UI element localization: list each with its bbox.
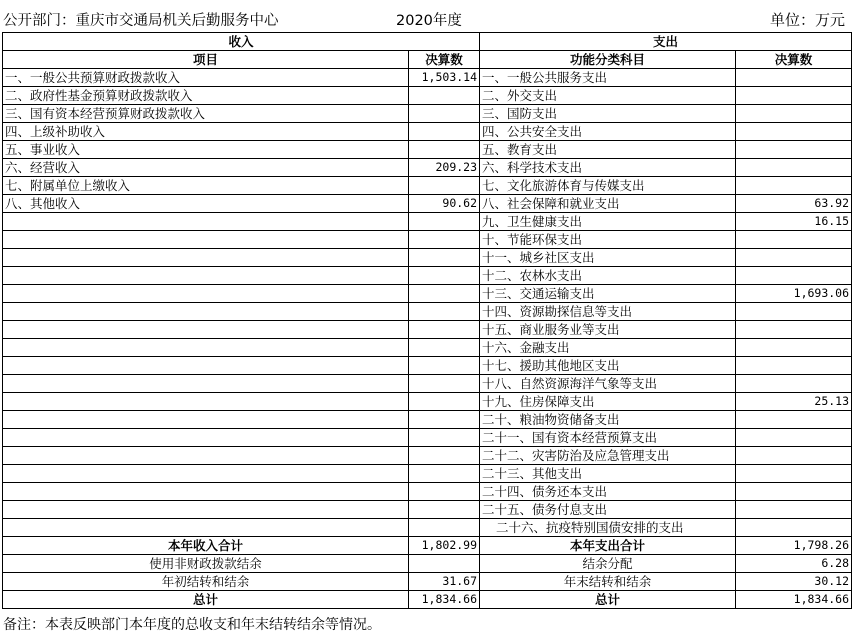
income-item-cell <box>3 465 409 483</box>
expense-amount-cell <box>736 69 852 87</box>
income-amount-cell <box>409 231 480 249</box>
income-amount-cell <box>409 393 480 411</box>
income-item-cell <box>3 429 409 447</box>
summary-rows <box>3 537 852 609</box>
table-row <box>3 285 852 303</box>
summary-income-label: 使用非财政拨款结余 <box>3 555 409 573</box>
footnote: 备注：本表反映部门本年度的总收支和年末结转结余等情况。 <box>3 617 381 633</box>
income-item-cell: 一、一般公共预算财政拨款收入 <box>3 69 409 87</box>
income-amount-cell <box>409 87 480 105</box>
income-item-cell <box>3 213 409 231</box>
expense-item-cell: 二、外交支出 <box>480 87 736 105</box>
summary-income-amount <box>409 555 480 573</box>
expense-item-cell: 五、教育支出 <box>480 141 736 159</box>
expense-amount-cell <box>736 357 852 375</box>
expense-item-header: 功能分类科目 <box>480 51 736 69</box>
expense-amount-cell <box>736 177 852 195</box>
income-item-cell <box>3 303 409 321</box>
table-row <box>3 249 852 267</box>
income-item-cell <box>3 357 409 375</box>
income-amount-cell: 90.62 <box>409 195 480 213</box>
table-row <box>3 501 852 519</box>
summary-expense-amount: 1,834.66 <box>736 591 852 609</box>
table-row <box>3 177 852 195</box>
expense-amount-cell <box>736 231 852 249</box>
expense-amount-cell <box>736 105 852 123</box>
summary-income-amount: 31.67 <box>409 573 480 591</box>
expense-amount-cell: 63.92 <box>736 195 852 213</box>
expense-item-cell: 十四、资源勘探信息等支出 <box>480 303 736 321</box>
income-amount-cell <box>409 339 480 357</box>
summary-expense-label: 本年支出合计 <box>480 537 736 555</box>
summary-expense-amount: 6.28 <box>736 555 852 573</box>
summary-income-label: 年初结转和结余 <box>3 573 409 591</box>
income-amount-cell <box>409 249 480 267</box>
expense-amount-cell <box>736 429 852 447</box>
expense-item-cell: 十九、住房保障支出 <box>480 393 736 411</box>
expense-amount-cell: 25.13 <box>736 393 852 411</box>
expense-item-cell: 八、社会保障和就业支出 <box>480 195 736 213</box>
income-amount-cell <box>409 141 480 159</box>
table-row <box>3 213 852 231</box>
table-row <box>3 303 852 321</box>
income-item-cell <box>3 411 409 429</box>
expense-item-cell: 十三、交通运输支出 <box>480 285 736 303</box>
expense-amount-cell <box>736 267 852 285</box>
table-row <box>3 195 852 213</box>
summary-expense-amount: 1,798.26 <box>736 537 852 555</box>
table-row <box>3 339 852 357</box>
summary-row <box>3 591 852 609</box>
expense-amount-cell: 16.15 <box>736 213 852 231</box>
income-amount-cell <box>409 483 480 501</box>
expense-amount-cell <box>736 123 852 141</box>
income-section-title: 收入 <box>3 33 480 51</box>
expense-amount-header: 决算数 <box>736 51 852 69</box>
income-amount-cell <box>409 285 480 303</box>
expense-amount-cell <box>736 519 852 537</box>
table-row <box>3 69 852 87</box>
report-header <box>0 0 853 32</box>
expense-amount-cell <box>736 447 852 465</box>
column-header-row <box>3 51 852 69</box>
report-year: 2020年度 <box>396 13 462 29</box>
table-row <box>3 87 852 105</box>
table-row <box>3 159 852 177</box>
income-item-cell: 八、其他收入 <box>3 195 409 213</box>
income-amount-cell <box>409 465 480 483</box>
summary-expense-label: 年末结转和结余 <box>480 573 736 591</box>
expense-amount-cell <box>736 141 852 159</box>
income-item-cell: 五、事业收入 <box>3 141 409 159</box>
section-header-row <box>3 33 852 51</box>
expense-amount-cell <box>736 303 852 321</box>
income-item-header: 项目 <box>3 51 409 69</box>
expense-item-cell: 三、国防支出 <box>480 105 736 123</box>
expense-item-cell: 四、公共安全支出 <box>480 123 736 141</box>
expense-amount-cell <box>736 339 852 357</box>
income-amount-cell <box>409 321 480 339</box>
income-amount-header: 决算数 <box>409 51 480 69</box>
expense-item-cell: 十七、援助其他地区支出 <box>480 357 736 375</box>
income-item-cell <box>3 249 409 267</box>
table-row <box>3 267 852 285</box>
table-row <box>3 411 852 429</box>
income-item-cell <box>3 231 409 249</box>
income-amount-cell: 209.23 <box>409 159 480 177</box>
income-amount-cell <box>409 411 480 429</box>
table-row <box>3 465 852 483</box>
expense-amount-cell <box>736 249 852 267</box>
expense-amount-cell <box>736 159 852 177</box>
summary-row <box>3 537 852 555</box>
detail-rows <box>3 69 852 537</box>
income-item-cell <box>3 501 409 519</box>
income-item-cell <box>3 321 409 339</box>
income-amount-cell <box>409 375 480 393</box>
summary-expense-amount: 30.12 <box>736 573 852 591</box>
income-item-cell <box>3 447 409 465</box>
income-amount-cell <box>409 267 480 285</box>
expense-item-cell: 一、一般公共服务支出 <box>480 69 736 87</box>
expense-item-cell: 二十、粮油物资储备支出 <box>480 411 736 429</box>
summary-expense-label: 结余分配 <box>480 555 736 573</box>
table-row <box>3 141 852 159</box>
expense-item-cell: 六、科学技术支出 <box>480 159 736 177</box>
expense-item-cell: 二十一、国有资本经营预算支出 <box>480 429 736 447</box>
income-amount-cell <box>409 501 480 519</box>
expense-amount-cell <box>736 87 852 105</box>
income-amount-cell <box>409 303 480 321</box>
income-item-cell <box>3 393 409 411</box>
income-amount-cell: 1,503.14 <box>409 69 480 87</box>
table-row <box>3 519 852 537</box>
expense-item-cell: 十、节能环保支出 <box>480 231 736 249</box>
income-amount-cell <box>409 429 480 447</box>
income-amount-cell <box>409 177 480 195</box>
expense-item-cell: 二十三、其他支出 <box>480 465 736 483</box>
table-row <box>3 123 852 141</box>
expense-amount-cell <box>736 483 852 501</box>
income-item-cell <box>3 375 409 393</box>
income-expense-table <box>2 32 852 609</box>
expense-item-cell: 二十二、灾害防治及应急管理支出 <box>480 447 736 465</box>
table-row <box>3 231 852 249</box>
income-item-cell <box>3 285 409 303</box>
table-row <box>3 483 852 501</box>
expense-item-cell: 二十五、债务付息支出 <box>480 501 736 519</box>
expense-amount-cell <box>736 321 852 339</box>
expense-amount-cell <box>736 501 852 519</box>
currency-unit: 单位：万元 <box>769 11 845 29</box>
expense-item-cell: 二十四、债务还本支出 <box>480 483 736 501</box>
summary-row <box>3 573 852 591</box>
income-item-cell: 二、政府性基金预算财政拨款收入 <box>3 87 409 105</box>
table-row <box>3 357 852 375</box>
income-item-cell <box>3 267 409 285</box>
income-amount-cell <box>409 357 480 375</box>
income-amount-cell <box>409 519 480 537</box>
expense-item-cell: 九、卫生健康支出 <box>480 213 736 231</box>
expense-item-cell: 十二、农林水支出 <box>480 267 736 285</box>
expense-amount-cell <box>736 375 852 393</box>
income-item-cell: 六、经营收入 <box>3 159 409 177</box>
summary-income-label: 本年收入合计 <box>3 537 409 555</box>
expense-amount-cell <box>736 465 852 483</box>
table-row <box>3 429 852 447</box>
income-item-cell <box>3 483 409 501</box>
summary-expense-label: 总计 <box>480 591 736 609</box>
income-amount-cell <box>409 447 480 465</box>
expense-item-cell: 十五、商业服务业等支出 <box>480 321 736 339</box>
table-row <box>3 375 852 393</box>
income-item-cell: 三、国有资本经营预算财政拨款收入 <box>3 105 409 123</box>
expense-amount-cell <box>736 411 852 429</box>
table-row <box>3 447 852 465</box>
expense-item-cell: 七、文化旅游体育与传媒支出 <box>480 177 736 195</box>
summary-row <box>3 555 852 573</box>
expense-item-cell: 十一、城乡社区支出 <box>480 249 736 267</box>
income-item-cell <box>3 519 409 537</box>
summary-income-amount: 1,802.99 <box>409 537 480 555</box>
income-amount-cell <box>409 213 480 231</box>
income-amount-cell <box>409 105 480 123</box>
income-item-cell: 七、附属单位上缴收入 <box>3 177 409 195</box>
table-row <box>3 105 852 123</box>
summary-income-amount: 1,834.66 <box>409 591 480 609</box>
department-name: 公开部门：重庆市交通局机关后勤服务中心 <box>3 13 279 29</box>
income-item-cell: 四、上级补助收入 <box>3 123 409 141</box>
expense-item-cell: 十六、金融支出 <box>480 339 736 357</box>
expense-item-cell: 十八、自然资源海洋气象等支出 <box>480 375 736 393</box>
income-amount-cell <box>409 123 480 141</box>
expense-amount-cell: 1,693.06 <box>736 285 852 303</box>
table-row <box>3 321 852 339</box>
table-row <box>3 393 852 411</box>
income-item-cell <box>3 339 409 357</box>
summary-income-label: 总计 <box>3 591 409 609</box>
expense-item-cell: 二十六、抗疫特别国债安排的支出 <box>480 519 736 537</box>
expense-section-title: 支出 <box>480 33 852 51</box>
